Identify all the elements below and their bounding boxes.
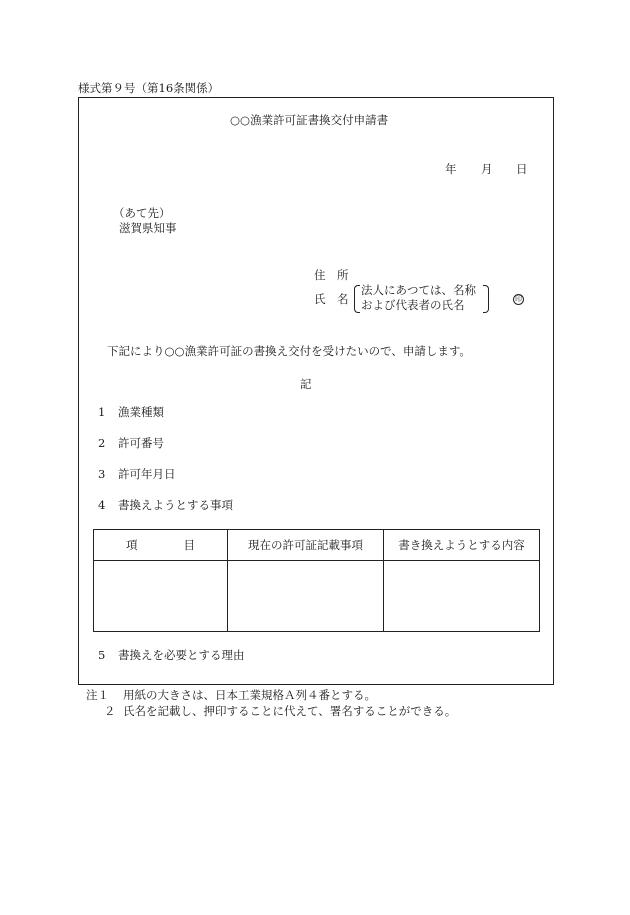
addressee-name: 滋賀県知事 <box>119 221 177 235</box>
form-title: ○○漁業許可証書換交付申請書 <box>230 113 389 127</box>
corporate-note-line1: 法人にあつては、名称 <box>361 283 476 297</box>
request-text: 下記により○○漁業許可証の書換え交付を受けたいので、申請します。 <box>107 344 471 358</box>
table-header-new: 書き換えようとする内容 <box>384 530 540 561</box>
table-header-current: 現在の許可証記載事項 <box>228 530 384 561</box>
note-2-text: 氏名を記載し、押印することに代えて、署名することができる。 <box>123 704 457 718</box>
note-bracket-left <box>354 285 360 313</box>
table-header-item: 項 目 <box>94 530 228 561</box>
name-label: 氏 名 <box>314 292 349 306</box>
corporate-note-line2: および代表者の氏名 <box>361 298 465 312</box>
item-3-label: 許可年月日 <box>118 467 176 481</box>
date-year: 年 <box>445 162 457 176</box>
item-2-number: 2 <box>98 436 106 450</box>
ki-heading: 記 <box>300 377 312 391</box>
item-1-label: 漁業種類 <box>118 405 164 419</box>
note-1-number: 注１ <box>86 688 109 702</box>
date-day: 日 <box>516 162 528 176</box>
item-4-label: 書換えようとする事項 <box>118 498 233 512</box>
table-cell-item[interactable] <box>94 561 228 632</box>
note-2-number: ２ <box>104 704 116 718</box>
table-row <box>94 561 540 632</box>
table-cell-new[interactable] <box>384 561 540 632</box>
change-items-table <box>93 529 540 632</box>
date-month: 月 <box>481 162 493 176</box>
item-3-number: 3 <box>98 467 106 481</box>
item-2-label: 許可番号 <box>118 436 164 450</box>
addressee-prefix: （あて先） <box>113 206 171 220</box>
item-4-number: 4 <box>98 498 106 512</box>
item-5-label: 書換えを必要とする理由 <box>118 648 245 662</box>
item-5-number: 5 <box>98 648 106 662</box>
item-1-number: 1 <box>98 405 106 419</box>
form-number: 様式第９号（第16条関係） <box>78 81 220 95</box>
note-bracket-right <box>483 285 489 313</box>
address-label: 住 所 <box>314 268 349 282</box>
table-cell-current[interactable] <box>228 561 384 632</box>
seal-mark: 印 <box>515 295 522 303</box>
note-1-text: 用紙の大きさは、日本工業規格Ａ列４番とする。 <box>123 688 376 702</box>
